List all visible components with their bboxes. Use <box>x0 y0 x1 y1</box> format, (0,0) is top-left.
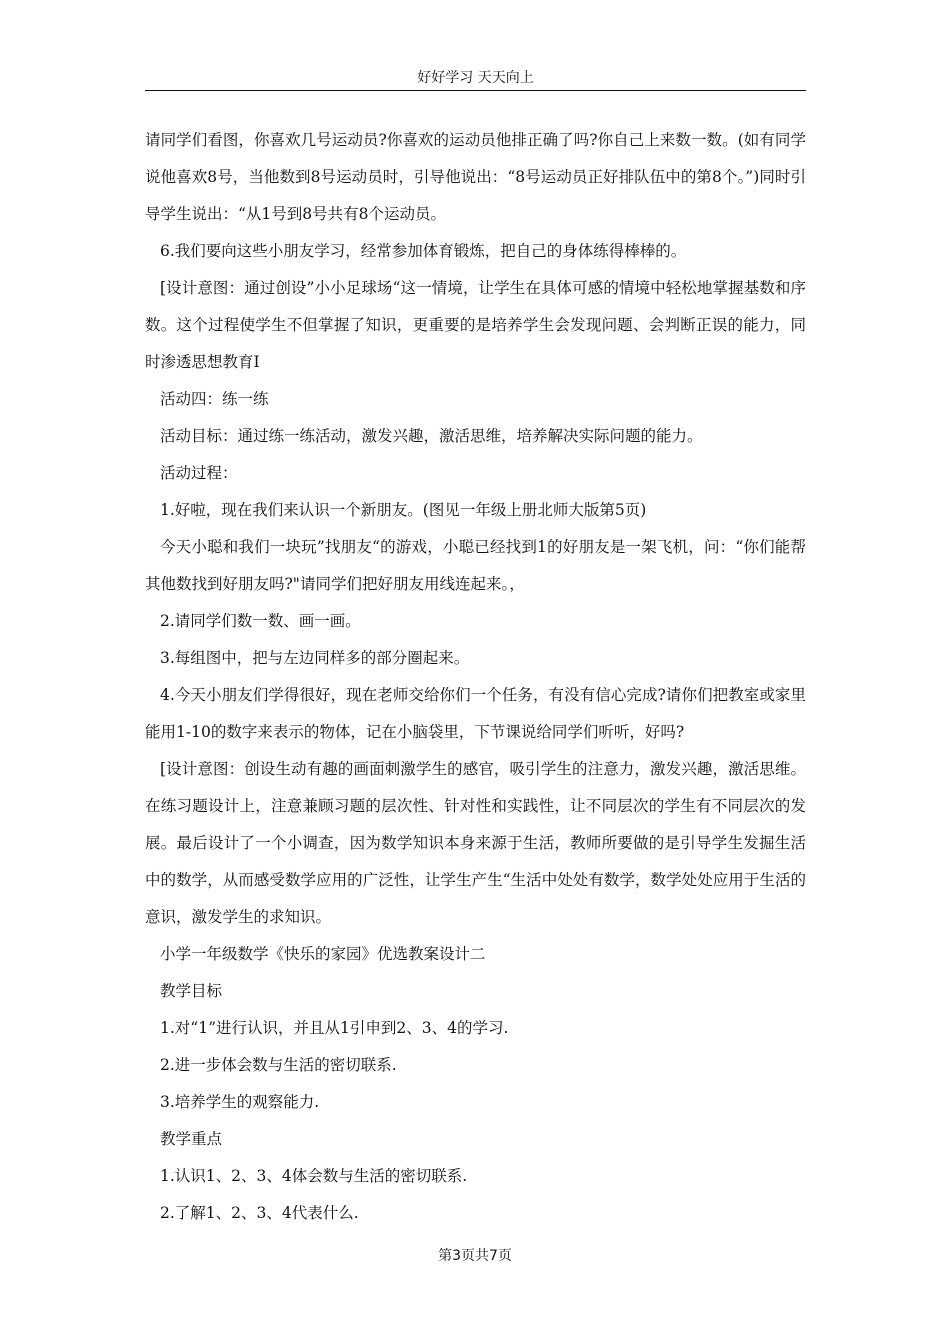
list-item: 4.今天小朋友们学得很好，现在老师交给你们一个任务，有没有信心完成?请你们把教室或家里能用1-10的数字来表示的物体，记在小脑袋里，下节课说给同学们听听，好吗? <box>145 686 806 741</box>
list-item: 3.培养学生的观察能力. <box>160 1093 320 1111</box>
paragraph: [设计意图：创设生动有趣的画面刺激学生的感官，吸引学生的注意力，激发兴趣，激活思维。在练习题设计上，注意兼顾习题的层次性、针对性和实践性，让不同层次的学生有不同层次的发展。最后设计了一个小调查，因为数学知识本身来源于生活，教师所要做的是引导学生发掘生活中的数学，从而感受数学应用的广泛性，让学生产生“生活中处处有数学，数学处处应用于生活的意识，激发学生的求知识。 <box>145 760 806 926</box>
header-title: 好好学习 天天向上 <box>417 70 534 86</box>
paragraph: 活动过程： <box>160 464 238 482</box>
paragraph: 今天小聪和我们一块玩”找朋友“的游戏，小聪已经找到1的好朋友是一架飞机，问：“你们能帮其他数找到好朋友吗?"请同学们把好朋友用线连起来。， <box>145 538 806 593</box>
paragraph: 活动目标：通过练一练活动，激发兴趣，激活思维，培养解决实际问题的能力。 <box>160 427 703 445</box>
section-heading: 教学重点 <box>160 1130 223 1148</box>
paragraph: 请同学们看图，你喜欢几号运动员?你喜欢的运动员他排正确了吗?你自己上来数一数。(如有同学说他喜欢8号，当他数到8号运动员时，引导他说出：“8号运动员正好排队伍中的第8个。”)同时引导学生说出：“从1号到8号共有8个运动员。 <box>145 131 806 223</box>
list-item: 3.每组图中，把与左边同样多的部分圈起来。 <box>160 649 470 667</box>
list-item: 1.认识1、2、3、4体会数与生活的密切联系. <box>160 1167 468 1185</box>
page-footer <box>0 1246 950 1266</box>
list-item: 1.对“1”进行认识，并且从1引申到2、3、4的学习. <box>160 1019 509 1037</box>
list-item: 2.了解1、2、3、4代表什么. <box>160 1204 359 1222</box>
list-item: 1.好啦，现在我们来认识一个新朋友。(图见一年级上册北师大版第5页) <box>160 501 647 519</box>
section-title: 小学一年级数学《快乐的家园》优选教案设计二 <box>160 945 486 963</box>
page-number: 第3页共7页 <box>438 1248 512 1264</box>
list-item: 2.请同学们数一数、画一画。 <box>160 612 361 630</box>
paragraph: 6.我们要向这些小朋友学习，经常参加体育锻炼，把自己的身体练得棒棒的。 <box>160 242 687 260</box>
page-header <box>145 68 806 91</box>
section-heading: 活动四：练一练 <box>160 390 269 408</box>
document-body <box>145 122 806 1232</box>
paragraph: [设计意图：通过创设”小小足球场“这一情境，让学生在具体可感的情境中轻松地掌握基数和序数。这个过程使学生不但掌握了知识，更重要的是培养学生会发现问题、会判断正误的能力，同时渗透思想教育I <box>145 279 806 371</box>
section-heading: 教学目标 <box>160 982 223 1000</box>
list-item: 2.进一步体会数与生活的密切联系. <box>160 1056 397 1074</box>
